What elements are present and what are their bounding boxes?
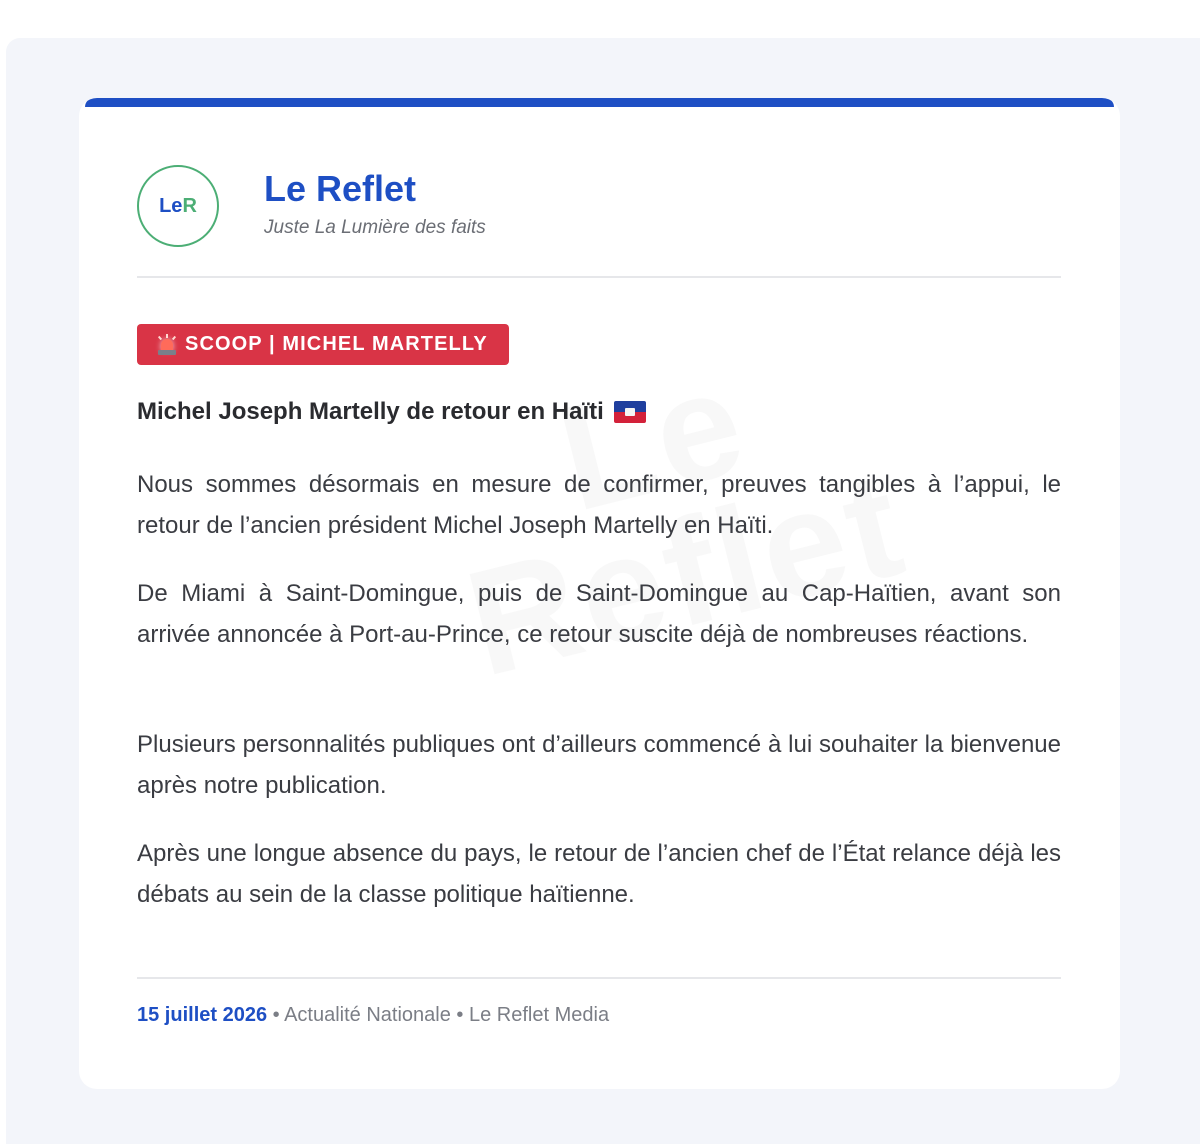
badge-label: SCOOP | MICHEL MARTELLY (185, 333, 488, 355)
brand-logo (137, 165, 219, 247)
publish-date: 15 juillet 2026 (137, 1004, 268, 1026)
card-accent-bar (85, 98, 1114, 107)
brand-tagline: Juste La Lumière des faits (264, 217, 486, 238)
header-divider (137, 276, 1061, 278)
footer-separator: • (450, 1004, 469, 1026)
article-paragraph-4: Après une longue absence du pays, le retour de l’ancien chef de l’État relance déjà les débats au sein de la classe politique haïtienne. (137, 840, 1061, 908)
article-footer (137, 1004, 609, 1027)
footer-separator: • (267, 1004, 285, 1026)
scoop-badge (137, 324, 509, 365)
logo-text-le: Le (159, 194, 183, 217)
brand-name: Le Reflet (264, 168, 417, 209)
haiti-flag-icon (614, 401, 646, 423)
article-paragraph-1: Nous sommes désormais en mesure de confirmer, preuves tangibles à l’appui, le retour de l’ancien président Michel Joseph Martelly en Haïti. (137, 471, 1061, 539)
article-headline (137, 398, 646, 426)
footer-source: Le Reflet Media (469, 1004, 610, 1026)
siren-icon (157, 334, 177, 356)
footer-divider (137, 977, 1061, 979)
headline-text: Michel Joseph Martelly de retour en Haïti (137, 398, 604, 425)
article-card (79, 98, 1120, 1089)
footer-category: Actualité Nationale (284, 1004, 451, 1026)
logo-text-r: R (182, 194, 197, 217)
article-paragraph-3: Plusieurs personnalités publiques ont d’ailleurs commencé à lui souhaiter la bienvenue après notre publication. (137, 731, 1061, 799)
article-paragraph-2: De Miami à Saint-Domingue, puis de Saint-Domingue au Cap-Haïtien, avant son arrivée annoncée à Port-au-Prince, ce retour suscite déjà de nombreuses réactions. (137, 580, 1061, 648)
